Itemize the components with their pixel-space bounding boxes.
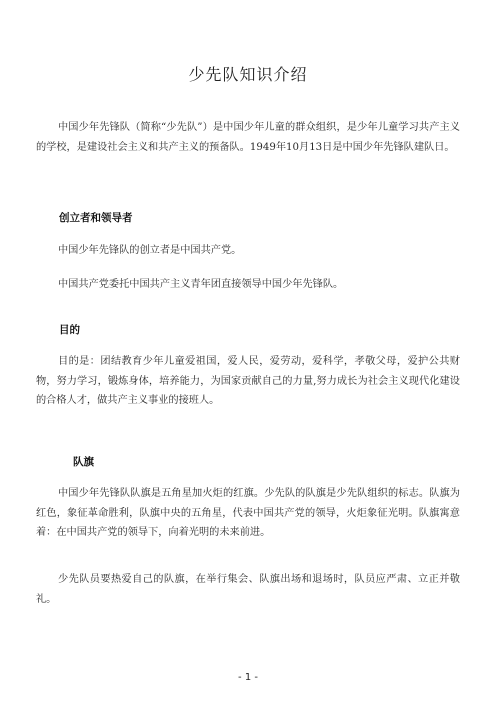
intro-paragraph: 中国少年先锋队（简称“少先队”）是中国少年儿童的群众组织，是少年儿童学习共产主义的学校，是建设社会主义和共产主义的预备队。1949年10月13日是中国少年先锋队建队日。 [36, 122, 460, 153]
purpose-paragraph: 目的是：团结教育少年儿童爱祖国，爱人民，爱劳动，爱科学，孝敬父母，爱护公共财物，努力学习，锻炼身体，培养能力，为国家贡献自己的力量,努力成长为社会主义现代化建设的合格人才，做共产主义事业的接班人。 [36, 356, 460, 406]
flag-paragraph-1: 中国少年先锋队队旗是五角星加火炬的红旗。少先队的队旗是少先队组织的标志。队旗为红色，象征革命胜利，队旗中央的五角星，代表中国共产党的领导，火炬象征光明。队旗寓意着：在中国共产党的领导下，向着光明的未来前进。 [36, 488, 460, 538]
founder-paragraph-2: 中国共产党委托中国共产主义青年团直接领导中国少年先锋队。 [58, 279, 344, 290]
flag-paragraph-2: 少先队员要热爱自己的队旗，在举行集会、队旗出场和退场时，队员应严肃、立正并敬礼。 [36, 574, 460, 605]
page-title: 少先队知识介绍 [188, 65, 308, 84]
section-heading-purpose: 目的 [59, 324, 80, 336]
founder-paragraph-1: 中国少年先锋队的创立者是中国共产党。 [58, 245, 242, 256]
page-number: - 1 - [238, 672, 258, 683]
section-heading-founder: 创立者和领导者 [59, 212, 133, 224]
section-heading-flag: 队旗 [73, 456, 94, 468]
